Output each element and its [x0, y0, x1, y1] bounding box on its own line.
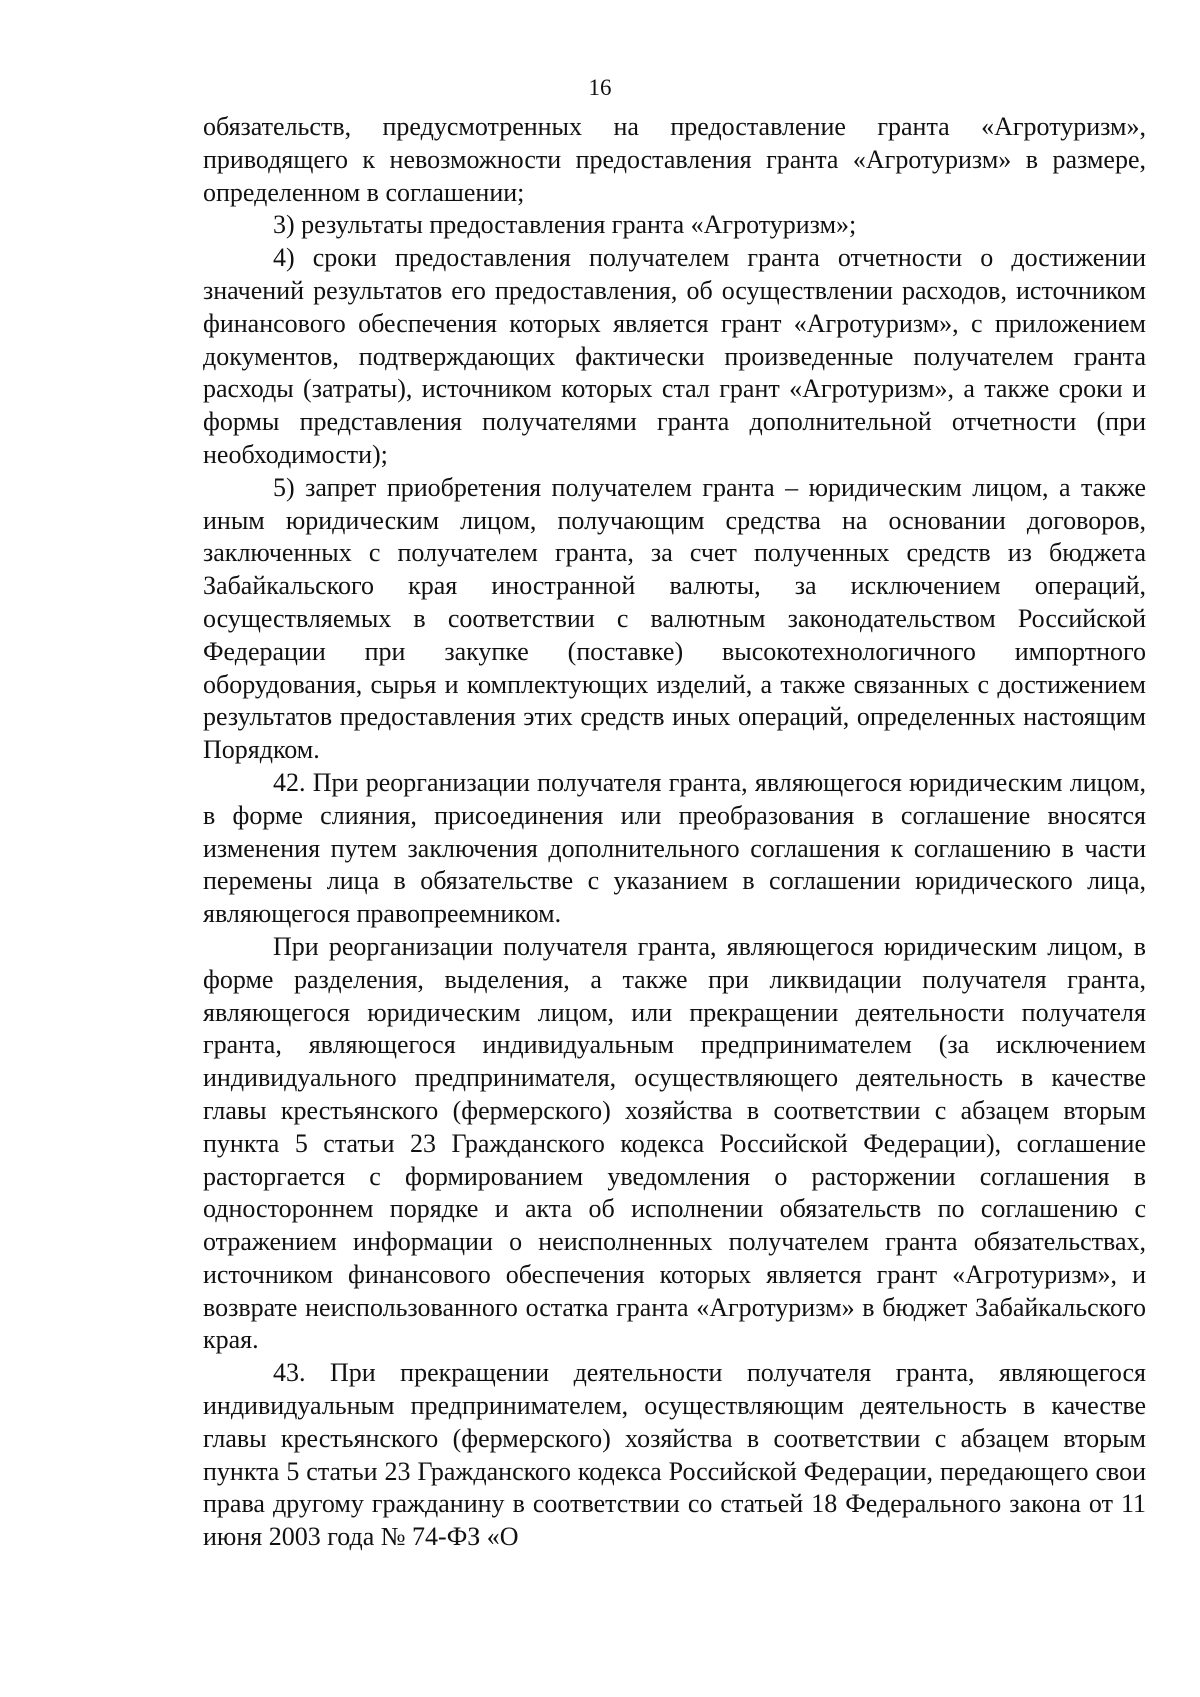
- paragraph-item-4: 4) сроки предоставления получателем гранта отчетности о достижении значений результатов его предоставления, об осуществлении расходов, источником финансового обеспечения которых является грант «Агротуризм», с приложением документов, подтверждающих фактически произведенные получателем гранта расходы (затраты), источником которых стал грант «Агротуризм», а также сроки и формы представления получателями гранта дополнительной отчетности (при необходимости);: [203, 243, 1146, 469]
- paragraph-item-3: 3) результаты предоставления гранта «Агротуризм»;: [273, 210, 857, 240]
- paragraph-clause-42: 42. При реорганизации получателя гранта, являющегося юридическим лицом, в форме слияния, присоединения или преобразования в соглашение вносятся изменения путем заключения дополнительного соглашения к соглашению в части перемены лица в обязательстве с указанием в соглашении юридического лица, являющегося правопреемником.: [203, 767, 1146, 929]
- document-body: [203, 111, 1146, 1554]
- paragraph-item-5: 5) запрет приобретения получателем гранта – юридическим лицом, а также иным юридическим лицом, получающим средства на основании договоров, заключенных с получателем гранта, за счет полученных средств из бюджета Забайкальского края иностранной валюты, за исключением операций, осуществляемых в соответствии с валютным законодательством Российской Федерации при закупке (поставке) высокотехнологичного импортного оборудования, сырья и комплектующих изделий, а также связанных с достижением результатов предоставления этих средств иных операций, определенных настоящим Порядком.: [203, 472, 1146, 765]
- paragraph-clause-42-part-2: При реорганизации получателя гранта, являющегося юридическим лицом, в форме разделения, выделения, а также при ликвидации получателя гранта, являющегося юридическим лицом, или прекращении деятельности получателя гранта, являющегося индивидуальным предпринимателем (за исключением индивидуального предпринимателя, осуществляющего деятельность в качестве главы крестьянского (фермерского) хозяйства в соответствии с абзацем вторым пункта 5 статьи 23 Гражданского кодекса Российской Федерации), соглашение расторгается с формированием уведомления о расторжении соглашения в одностороннем порядке и акта об исполнении обязательств по соглашению с отражением информации о неисполненных получателем гранта обязательствах, источником финансового обеспечения которых является грант «Агротуризм», и возврате неиспользованного остатка гранта «Агротуризм» в бюджет Забайкальского края.: [203, 931, 1146, 1355]
- page-number: 16: [588, 75, 612, 100]
- paragraph-continuation: обязательств, предусмотренных на предоставление гранта «Агротуризм», приводящего к невозможности предоставления гранта «Агротуризм» в размере, определенном в соглашении;: [203, 112, 1146, 207]
- paragraph-clause-43: 43. При прекращении деятельности получателя гранта, являющегося индивидуальным предпринимателем, осуществляющим деятельность в качестве главы крестьянского (фермерского) хозяйства в соответствии с абзацем вторым пункта 5 статьи 23 Гражданского кодекса Российской Федерации, передающего свои права другому гражданину в соответствии со статьей 18 Федерального закона от 11 июня 2003 года № 74-ФЗ «О: [203, 1358, 1146, 1552]
